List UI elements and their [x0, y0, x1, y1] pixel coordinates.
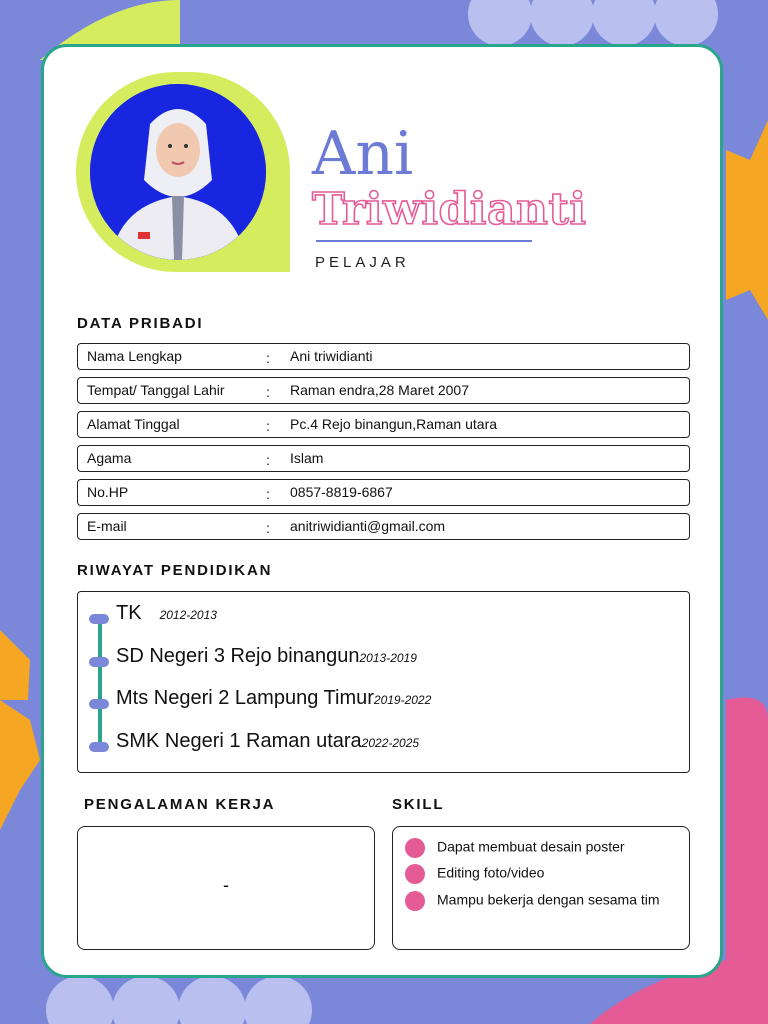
school-years: 2022-2025 — [361, 736, 420, 750]
personal-row — [77, 343, 690, 370]
row-label: Agama — [87, 450, 132, 466]
school-name: SMK Negeri 1 Raman utara — [116, 730, 362, 752]
skill-item — [405, 891, 660, 911]
timeline-dot-icon — [89, 742, 109, 752]
bullet-icon — [405, 864, 425, 884]
bullet-icon — [405, 891, 425, 911]
personal-row — [77, 479, 690, 506]
skill-label: Editing foto/video — [437, 864, 545, 881]
education-title: RIWAYAT PENDIDIKAN — [77, 562, 273, 579]
personal-data-title: DATA PRIBADI — [77, 315, 204, 332]
row-label: Tempat/ Tanggal Lahir — [87, 382, 225, 398]
education-school — [116, 687, 431, 710]
row-value: Raman endra,28 Maret 2007 — [290, 382, 469, 398]
timeline-dot-icon — [89, 699, 109, 709]
work-experience-title: PENGALAMAN KERJA — [84, 796, 276, 813]
work-experience-content: - — [223, 875, 229, 895]
row-separator: : — [266, 520, 270, 536]
personal-row — [77, 445, 690, 472]
role-title: PELAJAR — [315, 254, 410, 271]
row-value: Islam — [290, 450, 324, 466]
education-box — [77, 591, 690, 773]
row-value: 0857-8819-6867 — [290, 484, 393, 500]
work-experience-box — [77, 826, 375, 950]
education-school — [116, 602, 217, 625]
personal-row — [77, 513, 690, 540]
personal-row — [77, 377, 690, 404]
bullet-icon — [405, 838, 425, 858]
row-label: E-mail — [87, 518, 127, 534]
row-label: Nama Lengkap — [87, 348, 182, 364]
profile-photo — [90, 84, 266, 260]
timeline-line — [98, 616, 102, 744]
skill-item — [405, 838, 625, 858]
school-name: SD Negeri 3 Rejo binangun — [116, 645, 360, 667]
skill-title: SKILL — [392, 796, 445, 813]
profile-photo-frame — [76, 72, 290, 272]
row-value: Ani triwidianti — [290, 348, 373, 364]
skill-box — [392, 826, 690, 950]
school-name: Mts Negeri 2 Lampung Timur — [116, 687, 374, 709]
timeline-dot-icon — [89, 657, 109, 667]
education-school — [116, 730, 419, 753]
education-school — [116, 645, 417, 668]
row-label: No.HP — [87, 484, 129, 500]
row-value: Pc.4 Rejo binangun,Raman utara — [290, 416, 498, 432]
skill-label: Dapat membuat desain poster — [437, 838, 625, 855]
personal-row — [77, 411, 690, 438]
school-name: TK — [116, 602, 142, 624]
row-separator: : — [266, 418, 270, 434]
name-underline — [316, 240, 532, 242]
last-name: Triwidianti — [312, 184, 587, 235]
first-name: Ani — [312, 119, 414, 189]
skill-label: Mampu bekerja dengan sesama tim — [437, 891, 660, 908]
row-label: Alamat Tinggal — [87, 416, 180, 432]
skill-item — [405, 864, 544, 884]
portrait-icon — [90, 84, 266, 260]
row-separator: : — [266, 350, 270, 366]
row-separator: : — [266, 486, 270, 502]
school-years: 2013-2019 — [359, 651, 417, 665]
row-separator: : — [266, 384, 270, 400]
school-years: 2019-2022 — [373, 693, 432, 707]
row-value: anitriwidianti@gmail.com — [290, 518, 446, 534]
school-years: 2012-2013 — [159, 608, 217, 622]
timeline-dot-icon — [89, 614, 109, 624]
row-separator: : — [266, 452, 270, 468]
